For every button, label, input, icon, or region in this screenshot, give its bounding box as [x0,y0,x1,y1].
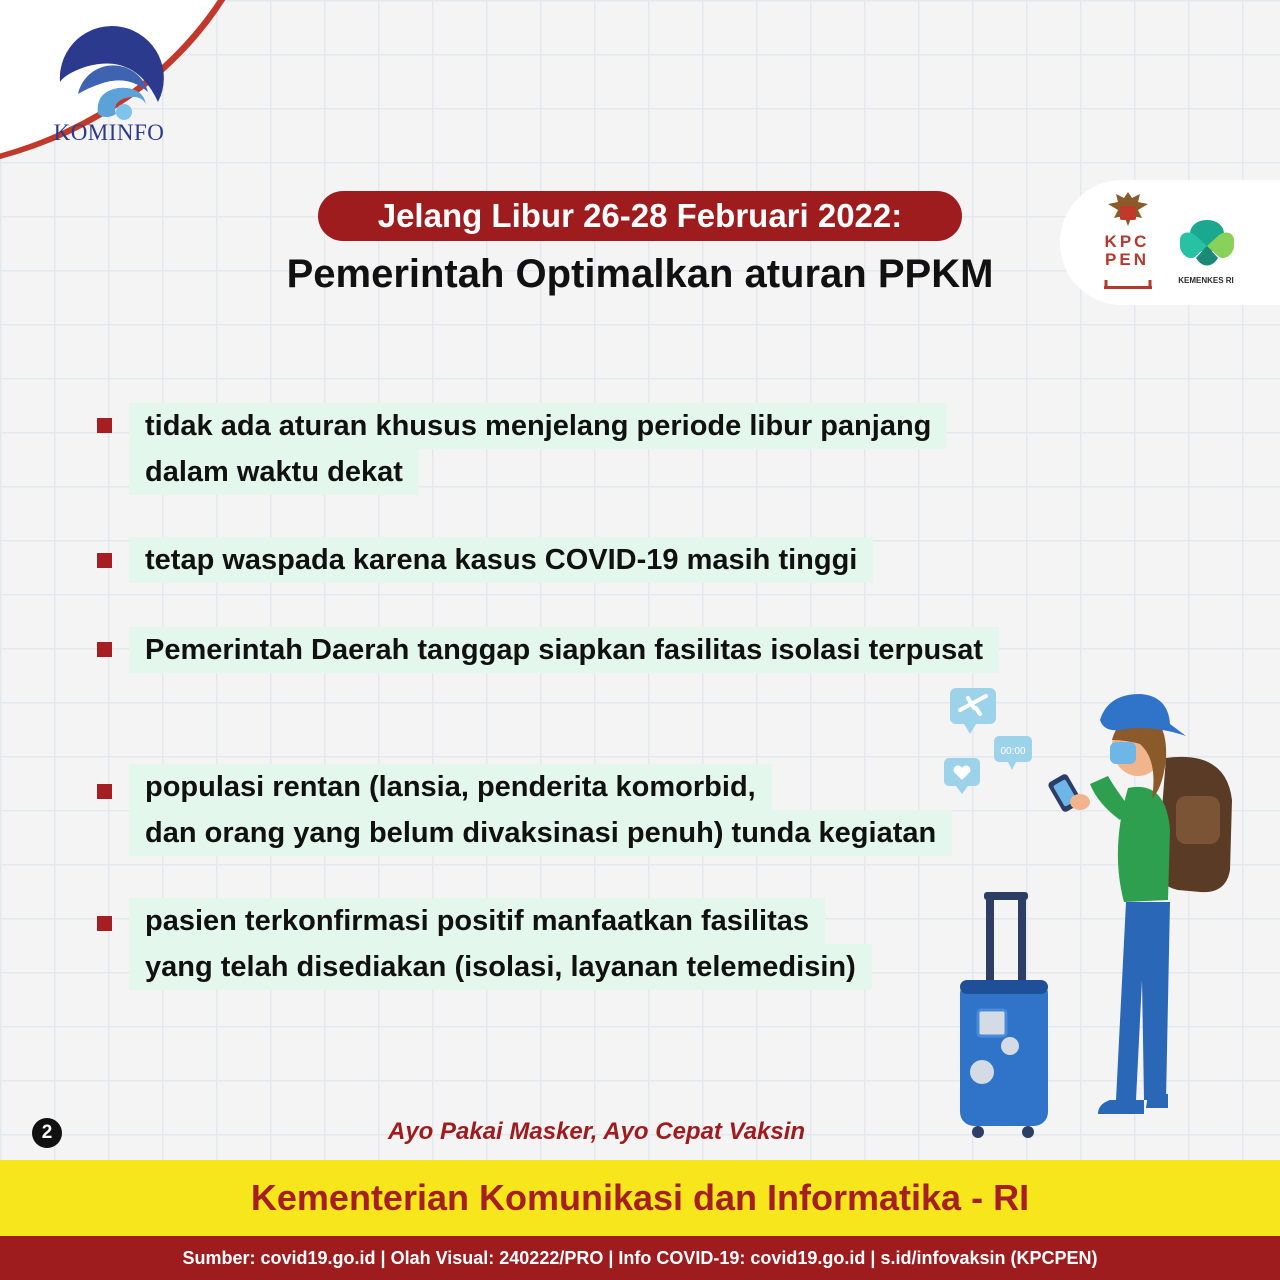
title-pill-text: Jelang Libur 26-28 Februari 2022: [377,197,903,234]
bullet-square [97,784,112,799]
point-3-line-1: Pemerintah Daerah tanggap siapkan fasilitas isolasi terpusat [129,627,999,673]
plane-bubble-icon [950,688,996,734]
kominfo-logo-text: KOMINFO [53,120,165,145]
suitcase-icon [960,892,1048,1138]
title-pill [318,191,962,241]
bullet-square [97,916,112,931]
point-2-line-1: tetap waspada karena kasus COVID-19 masih tinggi [129,537,873,583]
point-1-line-2: dalam waktu dekat [129,449,419,495]
heart-bubble-icon [944,758,980,794]
kpc-text-line1: KPC [1104,232,1150,251]
timer-bubble-text: 00:00 [1000,746,1026,757]
footer-ministry-text: Kementerian Komunikasi dan Informatika - RI [250,1177,1030,1218]
kpc-text-line2: PEN [1105,250,1149,269]
traveler-figure-icon [1047,694,1186,1114]
tagline: Ayo Pakai Masker, Ayo Cepat Vaksin [388,1118,806,1145]
point-1-line-1: tidak ada aturan khusus menjelang periode libur panjang [129,403,947,449]
point-4-line-1: populasi rentan (lansia, penderita komorbid, [129,764,772,810]
point-5-line-1: pasien terkonfirmasi positif manfaatkan fasilitas [129,898,825,944]
traveler-illustration [930,680,1260,1150]
point-4-line-2: dan orang yang belum divaksinasi penuh) tunda kegiatan [129,810,952,856]
bullet-square [97,642,112,657]
footer-ministry-banner [0,1160,1280,1236]
page-headline: Pemerintah Optimalkan aturan PPKM [286,252,994,296]
timer-bubble-icon [994,736,1032,770]
footer-sources-text: Sumber: covid19.go.id | Olah Visual: 240222/PRO | Info COVID-19: covid19.go.id | s.id/infovaksin (KPCPEN) [182,1247,1098,1268]
page-number-badge: 2 [32,1118,62,1148]
bullet-square [97,553,112,568]
point-5-line-2: yang telah disediakan (isolasi, layanan telemedisin) [129,944,872,990]
footer-sources-bar [0,1236,1280,1280]
kemenkes-logo-text: KEMENKES RI [1178,276,1234,285]
bullet-square [97,418,112,433]
